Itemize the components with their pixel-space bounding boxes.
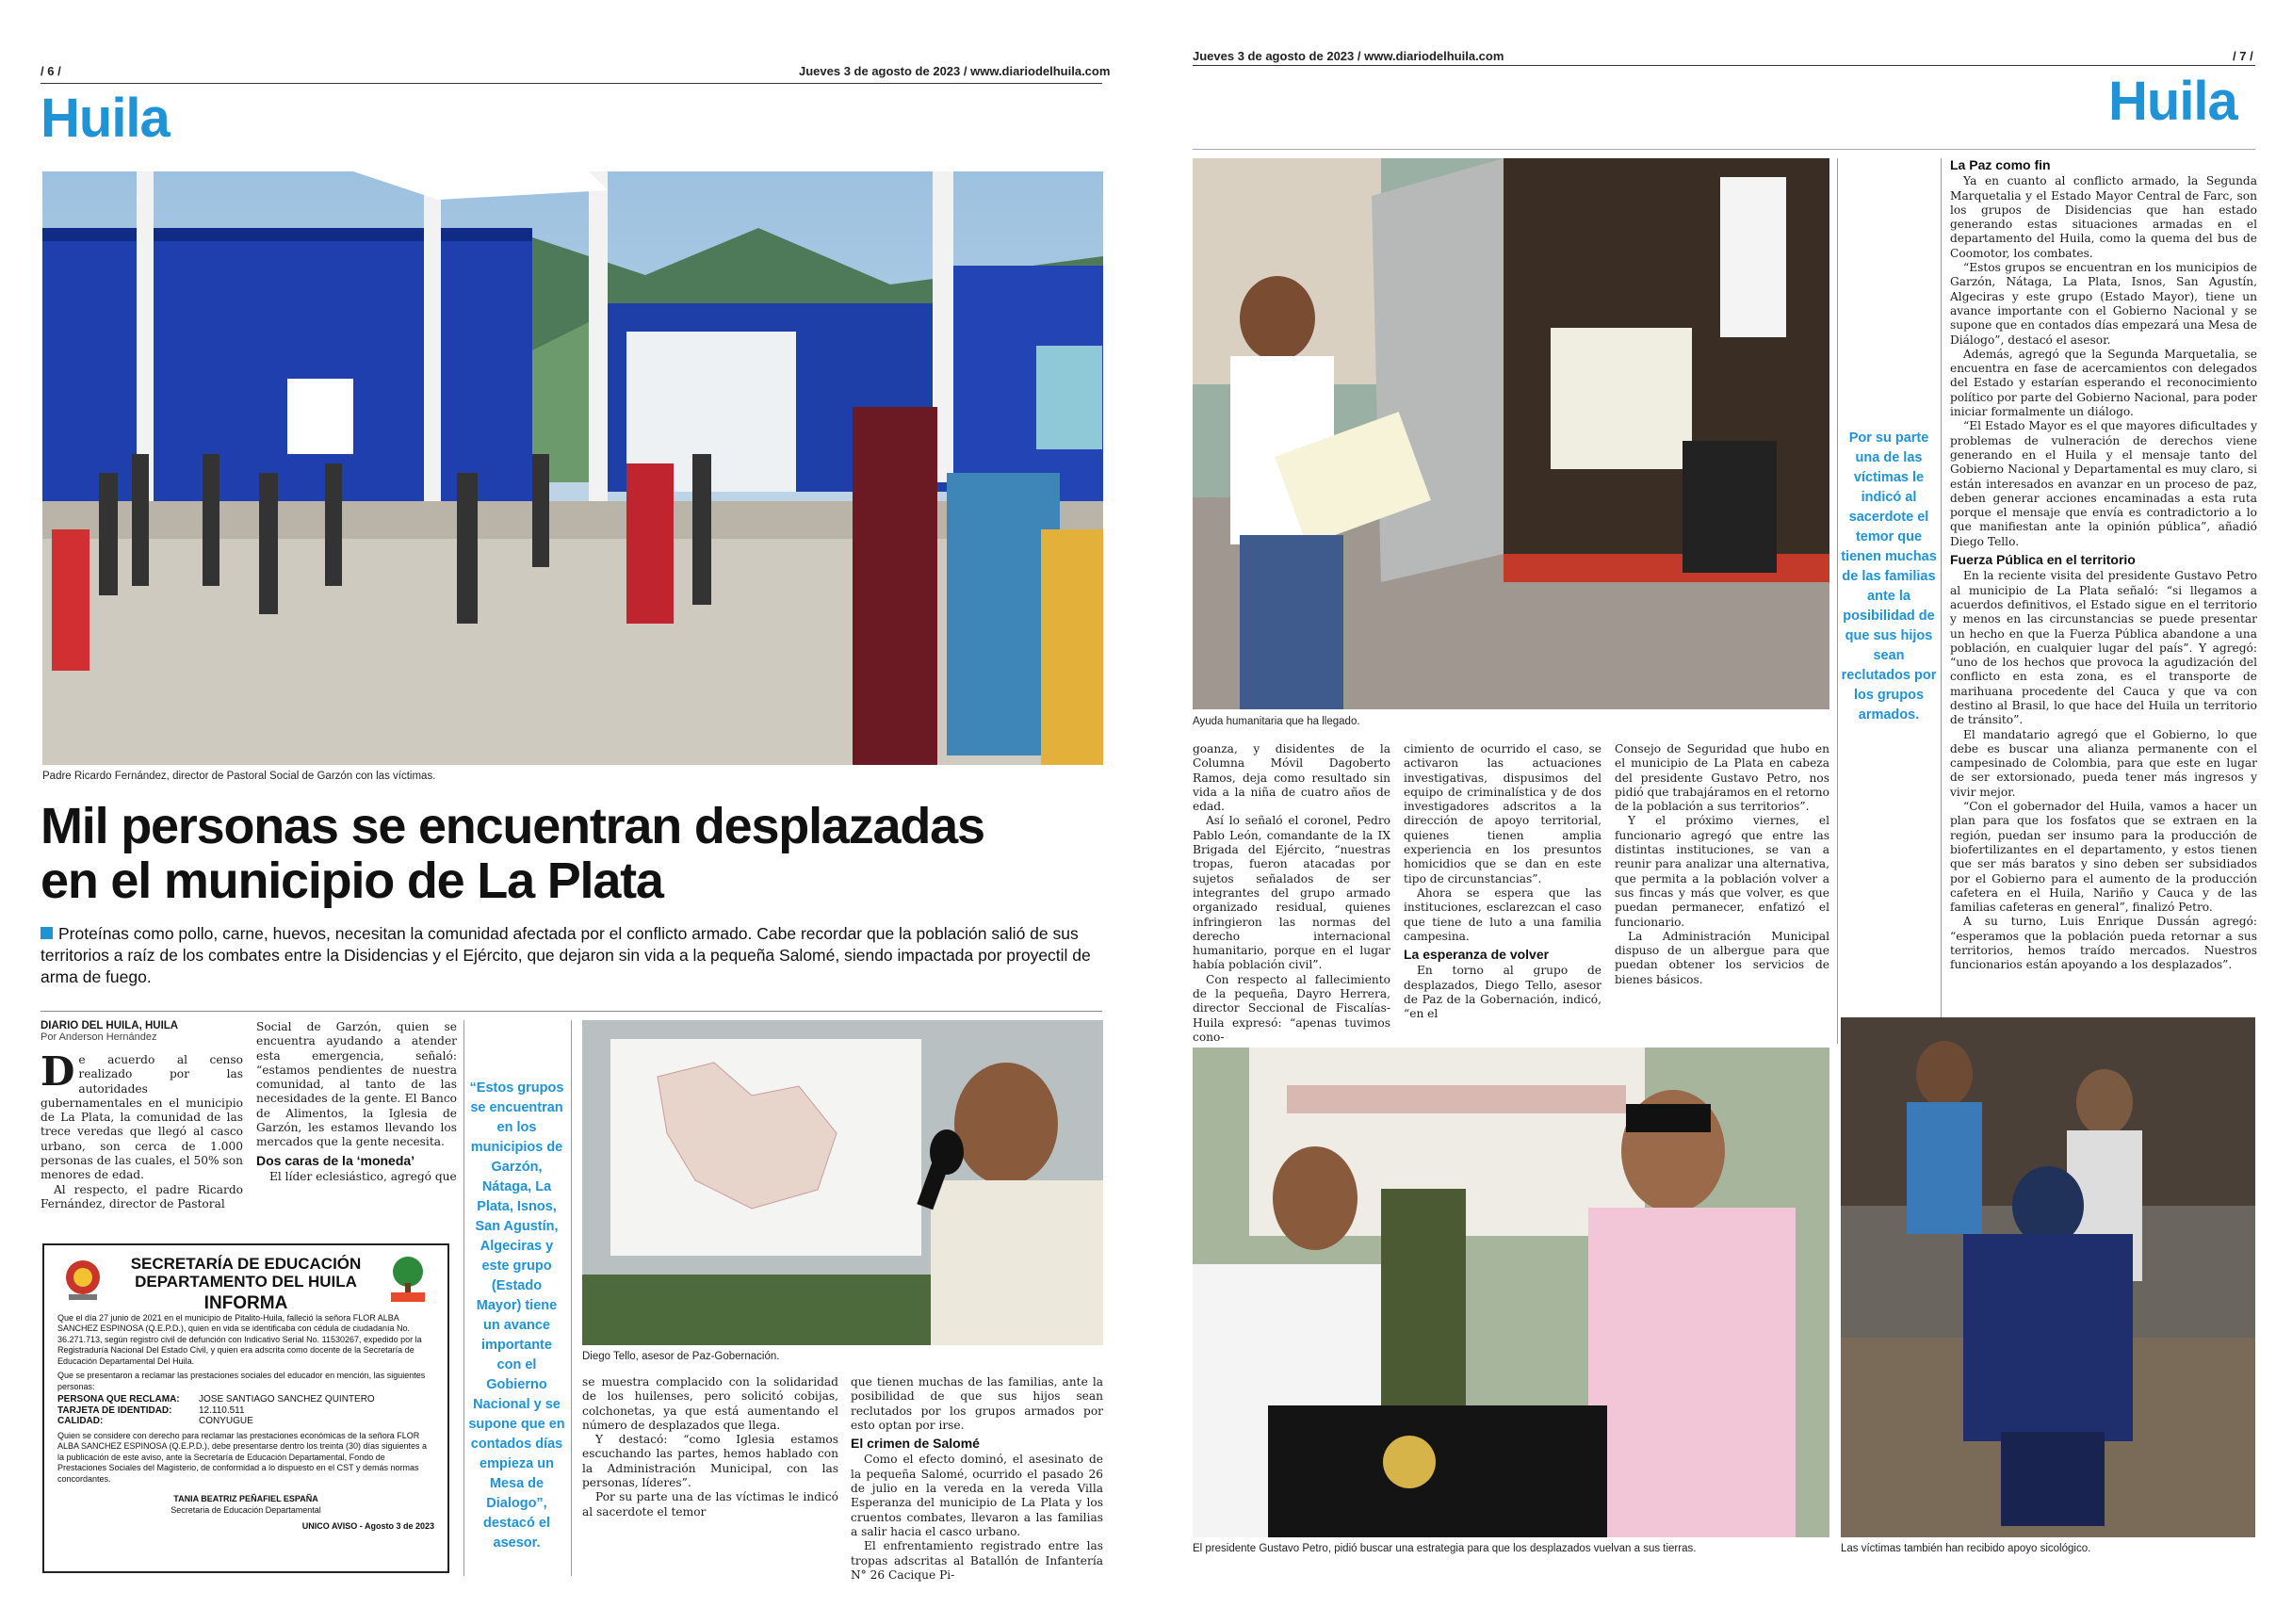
r-col4-p1: Ya en cuanto al conflicto armado, la Segunda Marquetalia y el Estado Mayor Central de Farc, son los grupos de Disidencias que han estado generando estas situaciones armadas en el departamento del Huila, como la quema del bus de Coomotor, los combates. (1950, 174, 2257, 260)
aid-photo-caption: Ayuda humanitaria que ha llegado. (1193, 716, 1360, 727)
column-4 (851, 1375, 1103, 1583)
byline (41, 1020, 243, 1043)
col3-p3: Por su parte una de las víctimas le indicó al sacerdote el temor (582, 1490, 838, 1518)
notice-title-2: DEPARTAMENTO DEL HUILA (135, 1273, 357, 1291)
col4-p1: que tienen muchas de las familias, ante la posibilidad de que sus hijos sean reclutados por los grupos armados por esto optan por irse. (851, 1375, 1103, 1432)
r-col4-p6: El mandatario agregó que el Gobierno, lo que debe es buscar una alianza permanente con el campesinado de Colombia, para que este en lugar de ser extorsionado, pueda tener más ingresos y vivir mejor. (1950, 727, 2257, 799)
lede (41, 923, 1103, 988)
right-column-1 (1193, 742, 1390, 1045)
page-number-right: / 7 / (2233, 49, 2253, 63)
notice-label-3: CALIDAD: (57, 1416, 104, 1426)
petro-photo-caption: El presidente Gustavo Petro, pidió buscar una estrategia para que los desplazados vuelvan a sus tierras. (1193, 1543, 1697, 1554)
col1-p2: Al respecto, el padre Ricardo Fernández, director de Pastoral (41, 1182, 243, 1210)
date-url-right: Jueves 3 de agosto de 2023 / www.diariodelhuila.com (1193, 49, 1504, 63)
notice-title-1: SECRETARÍA DE EDUCACIÓN (130, 1255, 362, 1273)
right-column-3 (1615, 742, 1829, 987)
notice-row-1 (57, 1394, 434, 1405)
humanitarian-aid-photo (1193, 158, 1829, 709)
byline-author: Por Anderson Hernández (41, 1031, 157, 1043)
r-col3-p2: Y el próximo viernes, el funcionario agregó que entre las distintas instituciones, se van a reunir para analizar una alternativa, que permita a la población volver a sus fincas y más que volver, es que puedan permanecer, enfatizó el funcionario. (1615, 814, 1829, 929)
col3-p2: Y destacó: “como Iglesia estamos escuchando las partes, hemos hablado con la Administración Municipal, con las personas, líderes”. (582, 1433, 838, 1490)
r-col2-p3: En torno al grupo de desplazados, Diego Tello, asesor de Paz de la Gobernación, indicó, “en el (1404, 964, 1601, 1021)
pull-quote-right: Por su parte una de las víctimas le indicó al sacerdote el temor que tienen muchas de las familias ante la posibilidad de que sus hijos sean reclutados por los grupos armados. (1841, 430, 1937, 723)
notice-val-3: CONYUGUE (199, 1416, 253, 1426)
drop-cap: D (41, 1048, 75, 1095)
notice-val-1: JOSE SANTIAGO SANCHEZ QUINTERO (199, 1394, 375, 1405)
page-number: / 6 / (41, 64, 61, 78)
section-title-right: Huila (2108, 71, 2237, 132)
r-col4-p3: Además, agregó que la Segunda Marquetalia, se encuentra en fase de acercamientos con delegados del Estado y estarían esperando el reconocimiento político por parte del Gobierno Nacional, para poder iniciar formalmente un diálogo. (1950, 347, 2257, 419)
notice-p1: Que el día 27 junio de 2021 en el municipio de Pitalito-Huila, falleció la señora FLOR ALBA SANCHEZ ESPINOSA (Q.E.P.D.), quien en vida se identificaba con cédula de ciudadanía No. 36.271.713, según registro civil de defunción con Indicativo Serial No. 11530267, expedido por la Registraduría Nacional Del Estado Civil, y quien era adscrita como docente de la Secretaría de Educación Departamental Del Huila. (57, 1312, 422, 1366)
column-2 (256, 1020, 457, 1184)
r-col1-p2: Así lo señaló el coronel, Pedro Pablo León, comandante de la IX Brigada del Ejército, “nuestras tropas, fueron atacadas por sujetos señalados de ser integrantes del grupo armado organizado residual, quienes infringieron las normas del derecho internacional humanitario, porque en el lugar había población civil”. (1193, 814, 1390, 972)
headline-line-1: Mil personas se encuentran desplazadas (41, 798, 984, 854)
notice-val-2: 12.110.511 (199, 1405, 245, 1416)
main-photo (42, 171, 1103, 765)
col2-p1: Social de Garzón, quien se encuentra ayudando a atender esta emergencia, señaló: “estamos pendientes de nuestra comunidad, al tanto de las necesidades de la gente. El Banco de Alimentos, la Iglesia de Garzón, les estamos llevando los mercados que la gente necesita. (256, 1020, 457, 1149)
huila-coat-of-arms-icon (63, 1257, 103, 1304)
r-col1-p1: goanza, y disidentes de la Columna Móvil Dagoberto Ramos, deja como resultado sin vida a la niña de cuatro años de edad. (1193, 742, 1390, 814)
r-col2-p2: Ahora se espera que las instituciones, esclarezcan el caso que tiene de luto a una familia campesina. (1404, 885, 1601, 943)
notice-title-3: INFORMA (203, 1293, 288, 1313)
r-col4-p2: “Estos grupos se encuentran en los municipios de Garzón, Nátaga, La Plata, Isnos, San Agustín, Algeciras y este grupo (Estado Mayor), tiene un avance importante con el Gobierno Nacional y se supone que en contados días empezará una Mesa de Diálogo”, destacó el asesor. (1950, 261, 2257, 347)
r-col3-p1: Consejo de Seguridad que hubo en el municipio de La Plata en cabeza del presidente Gustavo Petro, nos pidió que trabajáramos en el retorno de la población a sus territorios”. (1615, 742, 1829, 814)
col4-p2: Como el efecto dominó, el asesinato de la pequeña Salomé, ocurrido el pasado 26 de julio en la vereda en la vereda Villa Esperanza del municipio de La Plata y los cruentos combates, llevaron a las familias a salir hacia el casco urbano. (851, 1453, 1103, 1538)
byline-paper: DIARIO DEL HUILA, HUILA (41, 1020, 179, 1031)
col4-p3: El enfrentamiento registrado entre las tropas adscritas al Batallón de Infantería N° 26 Cacique Pi- (851, 1539, 1103, 1582)
diego-tello-caption: Diego Tello, asesor de Paz-Gobernación. (582, 1351, 780, 1362)
notice-row-3 (57, 1416, 434, 1427)
subhead-esperanza: La esperanza de volver (1404, 947, 1550, 963)
lede-text: Proteínas como pollo, carne, huevos, necesitan la comunidad afectada por el conflicto armado. Cabe recordar que la población salió de sus territorios a raíz de los combates entre la Disidencias y el Ejército, que dejaron sin vida a la pequeña Salomé, siendo impactada por proyectil de arma de fuego. (41, 924, 1091, 986)
headline-line-2: en el municipio de La Plata (41, 853, 663, 909)
huila-flag-tree-icon (387, 1255, 429, 1304)
column-3 (582, 1375, 838, 1519)
r-col4-p7: “Con el gobernador del Huila, vamos a hacer un plan para que los fosfatos que se extraen en la región, puedan ser insumo para la producción de biofertilizantes en el departamento, y estos tienen que ser más baratos y sino deben ser subsidiados por el Gobierno para el aumento de la producción cafetera en el Huila, Nariño y Cauca y de las familias cafeteras en general”, finalizó Petro. (1950, 800, 2257, 915)
notice-label-1: PERSONA QUE RECLAMA: (57, 1394, 180, 1405)
notice-label-2: TARJETA DE IDENTIDAD: (57, 1405, 172, 1416)
col2-p2: El líder eclesiástico, agregó que (269, 1169, 457, 1183)
right-column-2 (1404, 742, 1601, 1022)
col1-p1: e acuerdo al censo realizado por las autoridades gubernamentales en el municipio de La Plata, la comunidad de las trece veredas que llegó al casco urbano, son cerca de 1.000 personas de las cuales, el 50% son menores de edad. (41, 1053, 243, 1182)
diego-tello-photo (582, 1020, 1103, 1345)
lede-bullet-icon (41, 927, 53, 939)
notice-row-2 (57, 1405, 434, 1417)
notice-signer-role: Secretaria de Educación Departamental (171, 1504, 321, 1515)
notice-p2: Que se presentaron a reclamar las prestaciones sociales del educador en mención, las siguientes personas: (57, 1371, 426, 1391)
section-title: Huila (41, 88, 170, 149)
right-column-4 (1950, 158, 2257, 973)
subhead-fuerza: Fuerza Pública en el territorio (1950, 552, 2136, 568)
notice-footer: UNICO AVISO - Agosto 3 de 2023 (301, 1521, 434, 1531)
victims-photo (1841, 1017, 2255, 1537)
petro-photo (1193, 1047, 1829, 1537)
victims-photo-caption: Las víctimas también han recibido apoyo sicológico. (1841, 1543, 2091, 1554)
r-col3-p3: La Administración Municipal dispuso de un albergue para que puedan obtener los servicios de bienes básicos. (1615, 929, 1829, 986)
subhead-paz: La Paz como fin (1950, 157, 2051, 172)
r-col4-p4: “El Estado Mayor es el que mayores dificultades y problemas de vulneración de derechos viene generando en el Huila y el mensaje tanto del Gobierno Nacional y Departamental es muy claro, si están interesados en avanzar en un proceso de paz, deben generar acciones encaminadas a esta ruta porque el mensaje que envía es contradictorio a lo que manifiestan ante la opinión pública”, añadió Diego Tello. (1950, 419, 2257, 548)
subhead-crimen-salome: El crimen de Salomé (851, 1436, 980, 1452)
notice-p3: Quien se considere con derecho para reclamar las prestaciones económicas de la señora FLOR ALBA SANCHEZ ESPINOSA (Q.E.P.D.), debe presentarse dentro los treinta (30) días siguientes a la publicación de este aviso, ante la Secretaría de Educación Departamental, Fondo de Prestaciones Sociales del Magisterio, de conformidad a lo dispuesto en el CST y demás normas concordantes. (57, 1430, 428, 1484)
main-photo-caption: Padre Ricardo Fernández, director de Pastoral Social de Garzón con las víctimas. (42, 771, 436, 782)
pull-quote-left: “Estos grupos se encuentran en los municipios de Garzón, Nátaga, La Plata, Isnos, San Agustín, Algeciras y este grupo (Estado Mayor) tiene un avance importante con el Gobierno Nacional y se supone que en contados días empieza un Mesa de Dialogo”, destacó el asesor. (468, 1080, 565, 1551)
education-notice (42, 1243, 449, 1573)
r-col4-p5: En la reciente visita del presidente Gustavo Petro al municipio de La Plata señaló: “si llegamos a acuerdos definitivos, el Estado sigue en el territorio y menos en las circunstancias se puede presentar un hecho en que la Fuerza Pública abandone a una población, en cualquier lugar del país”. Y agregó: “uno de los hechos que provoca la agudización del conflicto en esta zona, es el transporte de marihuana procedente del Cauca y que va con destino al Brasil, lo que hace del Huila un territorio de tránsito”. (1950, 569, 2257, 727)
column-1 (41, 1048, 243, 1211)
r-col4-p8: A su turno, Luis Enrique Dussán agregó: “esperamos que la población pueda retornar a sus territorios, hemos traído mercados. Nuestros funcionarios están apoyando a los desplazados”. (1950, 915, 2257, 972)
subhead-dos-caras: Dos caras de la ‘moneda’ (256, 1152, 415, 1168)
r-col2-p1: cimiento de ocurrido el caso, se activaron las actuaciones investigativas, dispusimos del equipo de criminalística y de dos investigadores adscritos a la dirección de apoyo territorial, quienes tienen amplia experiencia en los presuntos homicidios que se dan en este tipo de circunstancias”. (1404, 742, 1601, 885)
date-url: Jueves 3 de agosto de 2023 / www.diariodelhuila.com (799, 64, 1111, 78)
notice-signer: TANIA BEATRIZ PEÑAFIEL ESPAÑA (173, 1494, 318, 1503)
r-col1-p3: Con respecto al fallecimiento de la pequeña, Dayro Herrera, director Seccional de Fiscalías-Huila expresó: “apenas tuvimos cono- (1193, 972, 1390, 1044)
col3-p1: se muestra complacido con la solidaridad de los huilenses, pero solicitó cobijas, colchonetas, ya que está aumentando el número de desplazados que llega. (582, 1375, 838, 1432)
